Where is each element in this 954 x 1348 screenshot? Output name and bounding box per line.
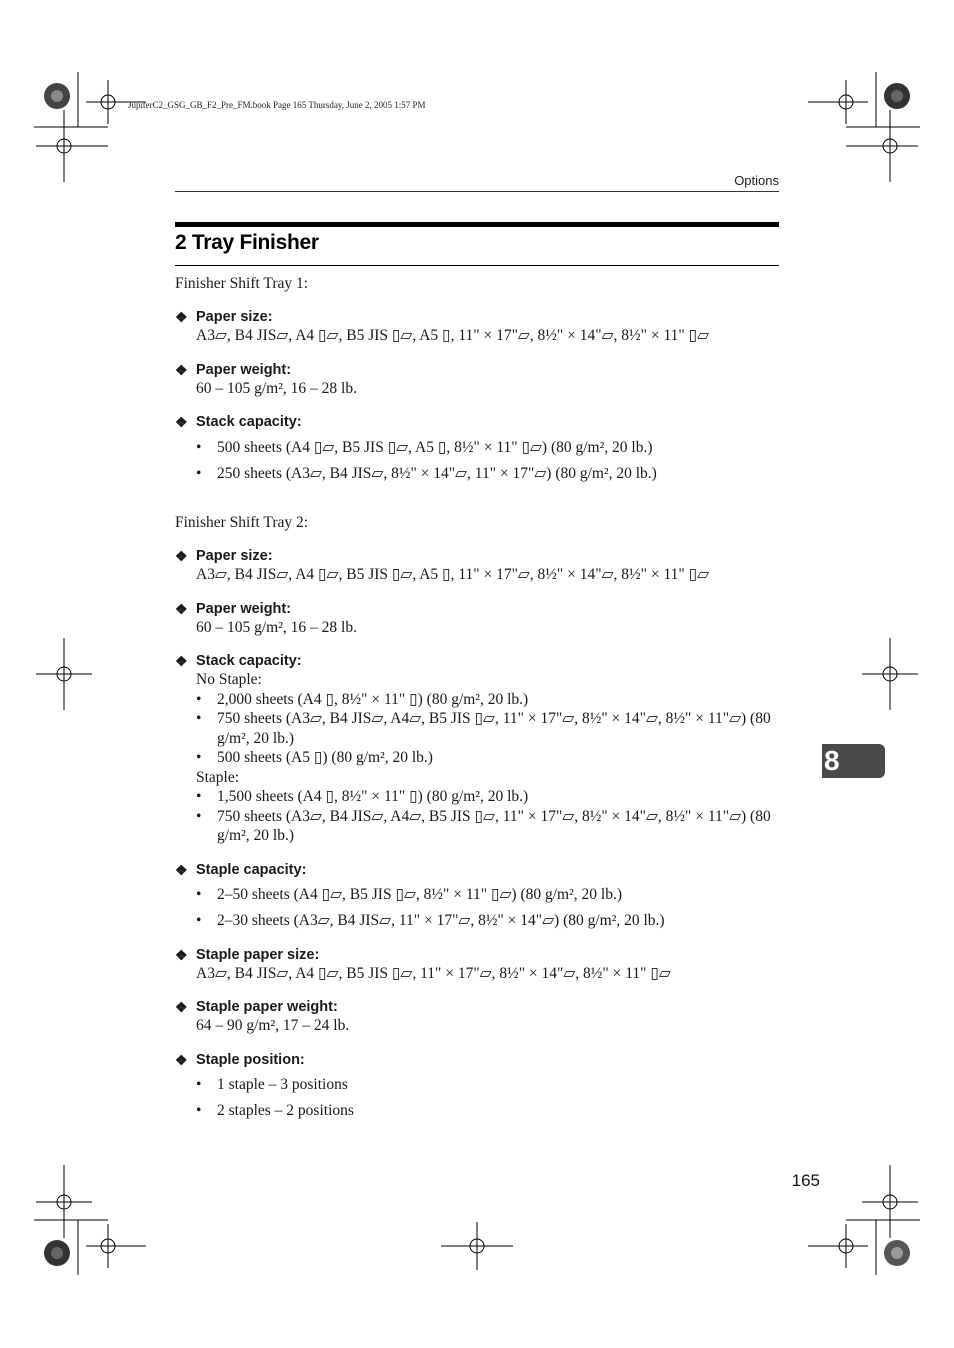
tray1-paper-weight	[175, 361, 779, 399]
section-heading: Paper weight:	[196, 361, 292, 378]
list-item: • 2–50 sheets (A4 ▯▱, B5 JIS ▯▱, 8½" × 11" ▯▱) (80 g/m², 20 lb.)	[196, 886, 622, 903]
section-heading: Staple capacity:	[196, 861, 307, 878]
section-heading: Stack capacity:	[196, 414, 302, 430]
list-item: • 500 sheets (A5 ▯) (80 g/m², 20 lb.)	[196, 749, 433, 766]
section-text: A3▱, B4 JIS▱, A4 ▯▱, B5 JIS ▯▱, A5 ▯, 11" × 17"▱, 8½" × 14"▱, 8½" × 11" ▯▱	[196, 327, 710, 344]
page-title: 2 Tray Finisher	[175, 231, 319, 254]
section-heading: Staple position:	[196, 1051, 305, 1068]
section-text: 64 – 90 g/m², 17 – 24 lb.	[196, 1017, 350, 1034]
title-rule	[175, 265, 779, 266]
tray2-staple-paper-size	[175, 946, 779, 984]
diamond-bullet-icon: ❖	[175, 861, 188, 878]
list-item: • 1,500 sheets (A4 ▯, 8½" × 11" ▯) (80 g/m², 20 lb.)	[196, 788, 529, 805]
file-note: JupiterC2_GSG_GB_F2_Pre_FM.book Page 165 Thursday, June 2, 2005 1:57 PM	[128, 100, 426, 110]
diamond-bullet-icon: ❖	[175, 1051, 188, 1068]
title-bar	[175, 222, 779, 227]
tray2-paper-weight	[175, 600, 779, 638]
list-item: • 2,000 sheets (A4 ▯, 8½" × 11" ▯) (80 g/m², 20 lb.)	[196, 690, 529, 708]
section-text: 60 – 105 g/m², 16 – 28 lb.	[196, 618, 357, 636]
section-text: 60 – 105 g/m², 16 – 28 lb.	[196, 379, 357, 397]
diamond-bullet-icon: ❖	[175, 600, 188, 617]
section-text: A3▱, B4 JIS▱, A4 ▯▱, B5 JIS ▯▱, A5 ▯, 11" × 17"▱, 8½" × 14"▱, 8½" × 11" ▯▱	[196, 566, 710, 583]
list-item: • 1 staple – 3 positions	[196, 1076, 348, 1093]
list-item: • 750 sheets (A3▱, B4 JIS▱, A4▱, B5 JIS ▯▱, 11" × 17"▱, 8½" × 14"▱, 8½" × 11"▱) (80 g/m², 20 lb.)	[196, 710, 771, 747]
diamond-bullet-icon: ❖	[175, 653, 188, 669]
staple-label: Staple:	[196, 768, 240, 786]
section-heading: Paper size:	[196, 548, 273, 564]
diamond-bullet-icon: ❖	[175, 999, 188, 1015]
no-staple-label: No Staple:	[196, 671, 262, 688]
tray2-stack-capacity	[175, 652, 779, 846]
section-heading: Staple paper size:	[196, 946, 320, 963]
chapter-tab: 8	[822, 744, 885, 778]
running-head: Options	[734, 173, 779, 188]
tray2-staple-capacity	[175, 861, 779, 931]
list-item: • 250 sheets (A3▱, B4 JIS▱, 8½" × 14"▱, 11" × 17"▱) (80 g/m², 20 lb.)	[196, 464, 657, 482]
tray2-paper-size	[175, 547, 779, 585]
section-heading: Paper weight:	[196, 600, 292, 617]
list-item: • 2–30 sheets (A3▱, B4 JIS▱, 11" × 17"▱, 8½" × 14"▱) (80 g/m², 20 lb.)	[196, 912, 665, 929]
list-item: • 2 staples – 2 positions	[196, 1102, 354, 1119]
diamond-bullet-icon: ❖	[175, 946, 188, 963]
section-text: A3▱, B4 JIS▱, A4 ▯▱, B5 JIS ▯▱, 11" × 17"▱, 8½" × 14"▱, 8½" × 11" ▯▱	[196, 964, 671, 982]
diamond-bullet-icon: ❖	[175, 361, 188, 378]
tray2-staple-paper-weight	[175, 998, 779, 1036]
section-heading: Paper size:	[196, 309, 273, 325]
section-heading: Stack capacity:	[196, 653, 302, 669]
section-heading: Staple paper weight:	[196, 999, 338, 1015]
tray2-staple-position	[175, 1051, 779, 1121]
page-number: 165	[791, 1171, 820, 1190]
list-item: • 500 sheets (A4 ▯▱, B5 JIS ▯▱, A5 ▯, 8½" × 11" ▯▱) (80 g/m², 20 lb.)	[196, 438, 653, 456]
tray1-paper-size	[175, 308, 779, 346]
diamond-bullet-icon: ❖	[175, 548, 188, 564]
diamond-bullet-icon: ❖	[175, 414, 188, 430]
tray1-label: Finisher Shift Tray 1:	[175, 275, 309, 292]
header-rule	[175, 191, 779, 192]
content	[175, 272, 779, 1136]
diamond-bullet-icon: ❖	[175, 309, 188, 325]
tray2-label: Finisher Shift Tray 2:	[175, 514, 309, 531]
list-item: • 750 sheets (A3▱, B4 JIS▱, A4▱, B5 JIS ▯▱, 11" × 17"▱, 8½" × 14"▱, 8½" × 11"▱) (80 g/m², 20 lb.)	[196, 807, 771, 844]
tray1-stack-capacity	[175, 413, 779, 483]
